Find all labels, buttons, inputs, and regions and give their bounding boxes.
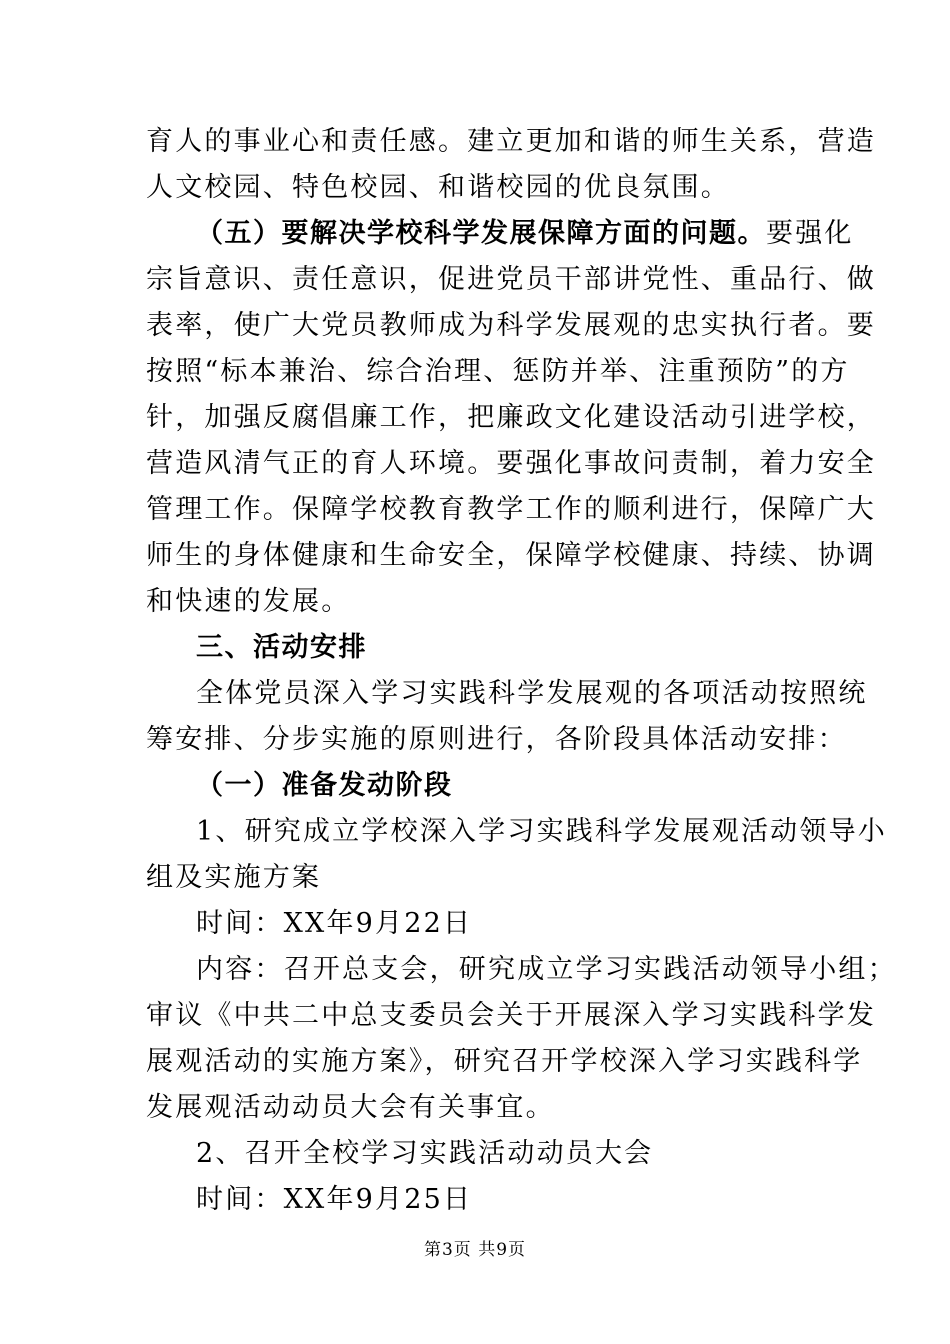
page-footer: 第3页 共9页 [423,1240,527,1260]
text-line: 1、研究成立学校深入学习实践科学发展观活动领导小 [196,816,887,847]
text-line: 展观活动的实施方案》，研究召开学校深入学习实践科学 [146,1046,863,1077]
content-line: 内容：召开总支会，研究成立学习实践活动领导小组； [196,954,897,985]
text-line: 育人的事业心和责任感。建立更加和谐的师生关系，营造 [146,126,876,157]
text-line: 针，加强反腐倡廉工作，把廉政文化建设活动引进学校， [146,402,876,433]
text-line: 表率，使广大党员教师成为科学发展观的忠实执行者。要 [146,310,876,341]
text-line: 全体党员深入学习实践科学发展观的各项活动按照统 [196,678,868,709]
section-five-paragraph-start [196,211,854,257]
text-line: 发展观活动动员大会有关事宜。 [146,1092,555,1123]
text-line: 管理工作。保障学校教育教学工作的顺利进行，保障广大 [146,494,876,525]
text-line: 审议《中共二中总支委员会关于开展深入学习实践科学发 [146,1000,876,1031]
section-heading-activity-arrangement: 三、活动安排 [196,632,367,663]
text-line: 组及实施方案 [146,862,322,893]
subsection-heading-preparation-stage: （一）准备发动阶段 [196,770,453,801]
text-line: 宗旨意识、责任意识，促进党员干部讲党性、重品行、做 [146,264,876,295]
text-line: 师生的身体健康和生命安全，保障学校健康、持续、协调 [146,540,876,571]
section-five-heading: （五）要解决学校科学发展保障方面的问题。 [196,218,766,249]
text-line: 营造风清气正的育人环境。要强化事故问责制，着力安全 [146,448,876,479]
text-span: 要强化 [766,218,854,249]
text-line: 和快速的发展。 [146,586,351,617]
time-line: 时间：XX年9月22日 [196,908,473,939]
time-line: 时间：XX年9月25日 [196,1184,473,1215]
text-line: 2、召开全校学习实践活动动员大会 [196,1138,654,1169]
text-line: 人文校园、特色校园、和谐校园的优良氛围。 [146,172,730,203]
text-line: 按照“标本兼治、综合治理、惩防并举、注重预防”的方 [146,356,850,387]
text-line: 筹安排、分步实施的原则进行，各阶段具体活动安排： [146,724,847,755]
